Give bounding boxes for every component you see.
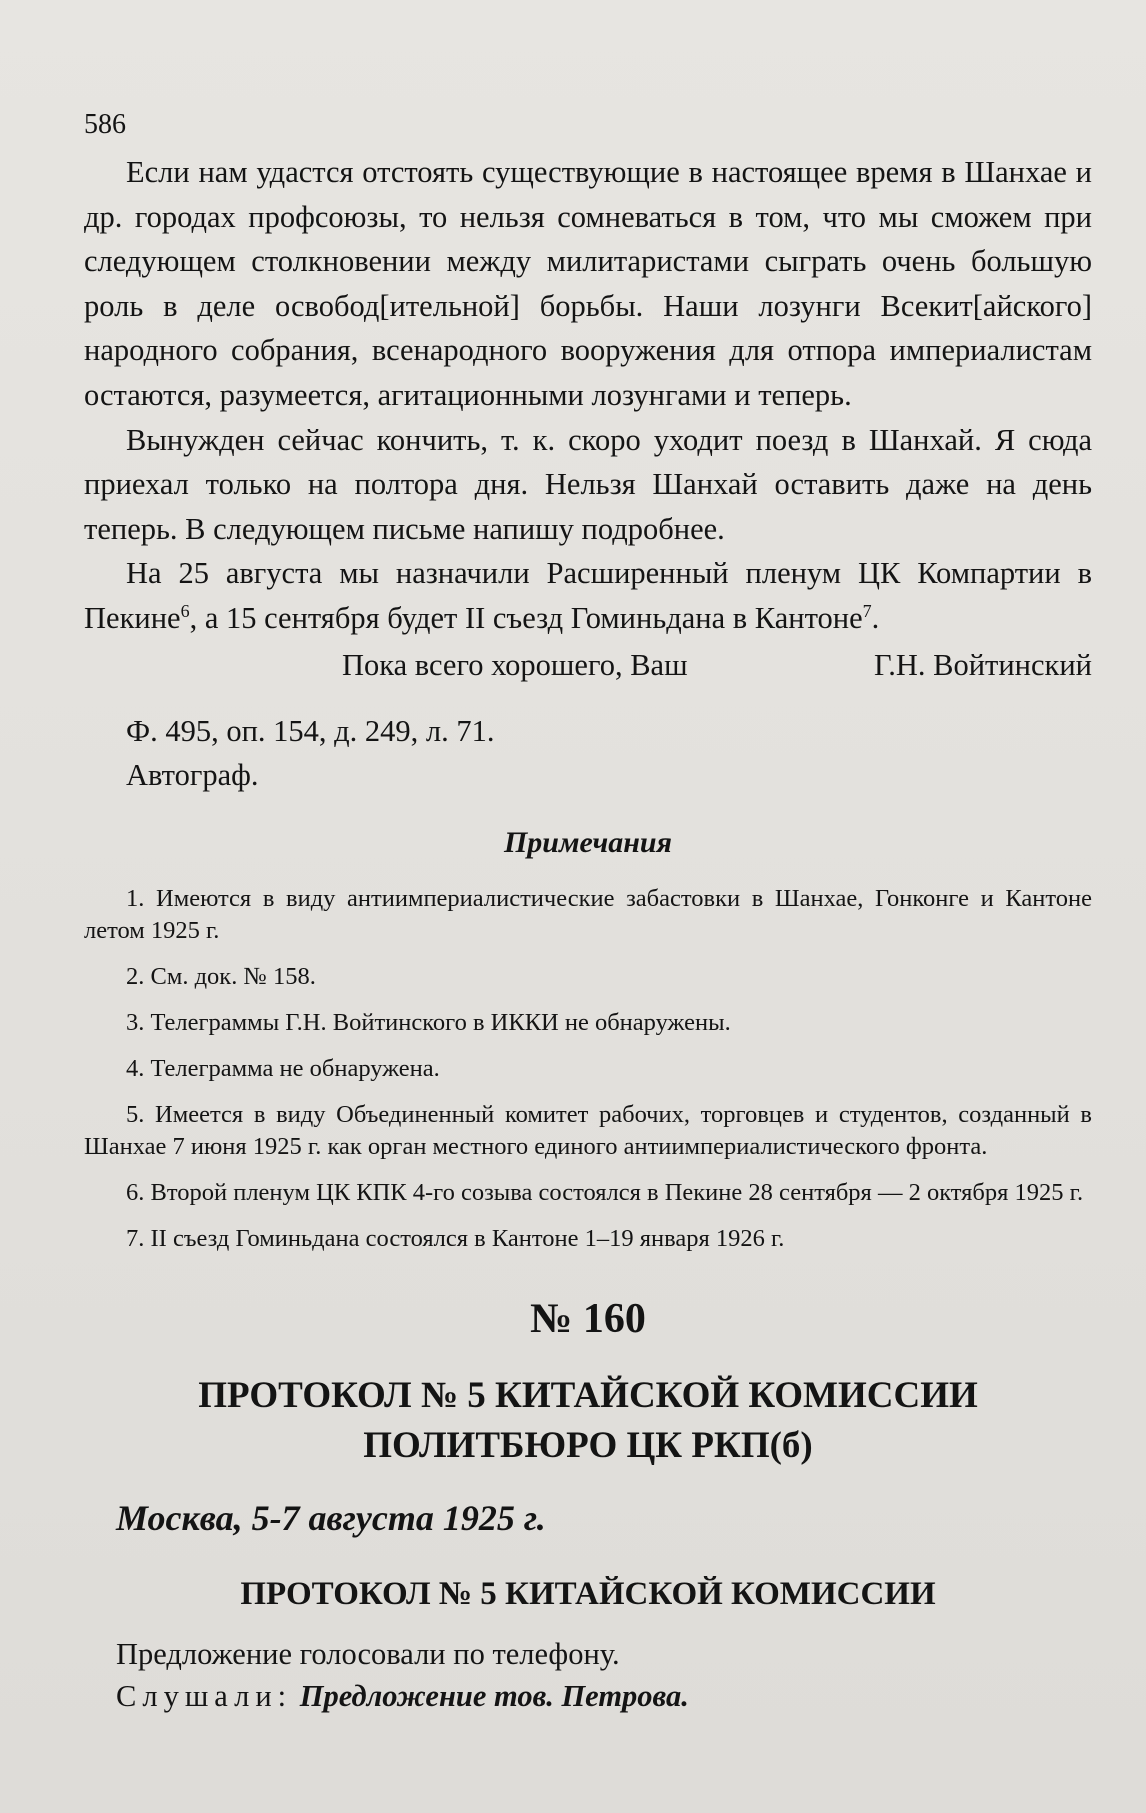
footnote-ref-7: 7 (862, 600, 872, 621)
heard-line (84, 1675, 1092, 1717)
vote-note: Предложение голосовали по телефону. (116, 1636, 620, 1671)
autograph-note: Автограф. (126, 757, 259, 792)
page-number: 586 (84, 109, 126, 140)
document-title (84, 1371, 1092, 1471)
letter-paragraph-3 (84, 551, 1092, 640)
note-1: 1. Имеются в виду антиимпериалистические забастовки в Шанхае, Гонконге и Кантоне летом 1925 г. (84, 884, 1092, 944)
signature-name: Г.Н. Войтинский (874, 647, 1092, 682)
document-date: Москва, 5-7 августа 1925 г. (116, 1497, 546, 1538)
letter-paragraph-2: Вынужден сейчас кончить, т. к. скоро уходит поезд в Шанхай. Я сюда приехал только на полтора дня. Нельзя Шанхай оставить даже на день теперь. В следующем письме напишу подробнее. (84, 422, 1092, 546)
signature-line (84, 643, 1092, 687)
document-number: № 160 (530, 1295, 646, 1342)
note-5: 5. Имеется в виду Объединенный комитет рабочих, торговцев и студентов, созданный в Шанхае 7 июня 1925 г. как орган местного единого антиимпериалистического фронта. (84, 1100, 1092, 1160)
note-7: 7. II съезд Гоминьдана состоялся в Кантоне 1–19 января 1926 г. (126, 1224, 785, 1252)
note-2: 2. См. док. № 158. (126, 962, 316, 990)
page-content (84, 108, 1092, 1717)
letter-paragraph-1: Если нам удастся отстоять существующие в настоящее время в Шанхае и др. городах профсоюзы, то нельзя сомневаться в том, что мы сможем при следующем столкновении между милитаристами сыграть очень большую роль в деле освобод[ительной] борьбы. Наши лозунги Всекит[айского] народного собрания, всенародного вооружения для отпора империалистам остаются, разумеется, агитационными лозунгами и теперь. (84, 155, 1092, 412)
notes-list (84, 883, 1092, 1255)
notes-title: Примечания (503, 825, 673, 859)
closing-phrase: Пока всего хорошего, Ваш (342, 647, 688, 682)
heard-label: Слушали: (116, 1678, 293, 1713)
archive-reference: Ф. 495, оп. 154, д. 249, л. 71. (126, 713, 495, 748)
paragraph-3-part-3: . (871, 600, 880, 635)
paragraph-3-part-1: На 25 августа мы назначили Расширенный пленум ЦК Компартии в Пекине (84, 556, 1092, 635)
note-3: 3. Телеграммы Г.Н. Войтинского в ИККИ не обнаружены. (126, 1008, 731, 1036)
paragraph-3-part-2: , а 15 сентября будет II съезд Гоминьдана в Кантоне (189, 600, 863, 635)
note-6: 6. Второй пленум ЦК КПК 4-го созыва состоялся в Пекине 28 сентября — 2 октября 1925 г. (126, 1178, 1084, 1206)
heard-text: Предложение тов. Петрова. (299, 1678, 689, 1713)
document-subtitle: ПРОТОКОЛ № 5 КИТАЙСКОЙ КОМИССИИ (240, 1575, 936, 1612)
document-title-line-1: ПРОТОКОЛ № 5 КИТАЙСКОЙ КОМИССИИ (198, 1374, 978, 1416)
footnote-ref-6: 6 (180, 600, 190, 621)
document-title-line-2: ПОЛИТБЮРО ЦК РКП(б) (363, 1424, 813, 1466)
note-4: 4. Телеграмма не обнаружена. (126, 1054, 440, 1082)
